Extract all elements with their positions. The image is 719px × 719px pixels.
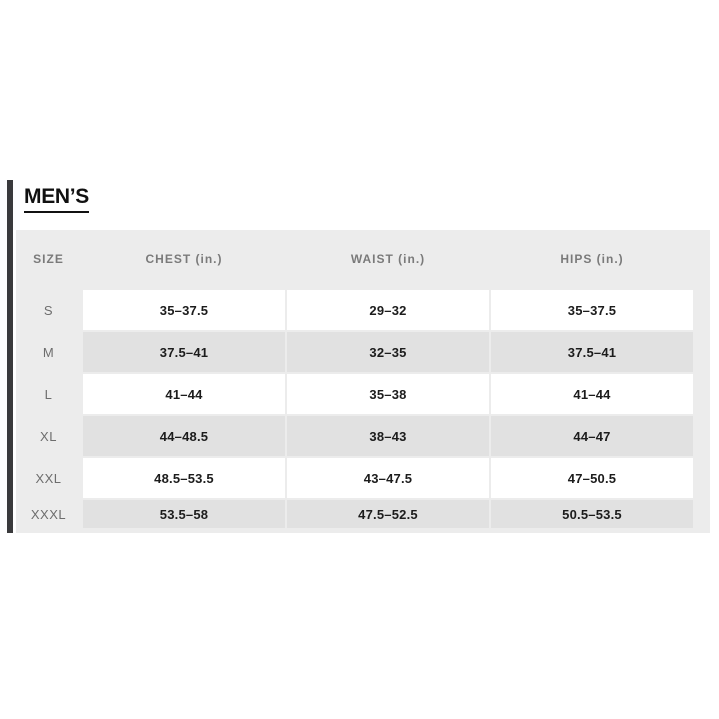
- size-label: XXL: [35, 470, 62, 486]
- chest-value: 44–48.5: [83, 416, 285, 456]
- size-cell: [16, 332, 81, 372]
- waist-value: 47.5–52.5: [287, 500, 489, 528]
- chest-value: 35–37.5: [83, 290, 285, 330]
- size-label: L: [44, 386, 53, 402]
- table-row: [16, 416, 693, 456]
- chest-value: 48.5–53.5: [83, 458, 285, 498]
- size-label: S: [43, 302, 54, 318]
- size-label: XL: [40, 428, 57, 444]
- waist-value: 38–43: [287, 416, 489, 456]
- size-cell: [16, 290, 81, 330]
- size-cell: [16, 500, 81, 528]
- size-label: M: [42, 344, 55, 360]
- chest-value: 41–44: [83, 374, 285, 414]
- mens-size-chart: [16, 230, 710, 533]
- waist-value: 29–32: [287, 290, 489, 330]
- waist-value: 43–47.5: [287, 458, 489, 498]
- chest-value: 53.5–58: [83, 500, 285, 528]
- waist-value: 32–35: [287, 332, 489, 372]
- hips-value: 44–47: [491, 416, 693, 456]
- table-row: [16, 290, 693, 330]
- left-accent-bar: [7, 180, 13, 533]
- waist-value: 35–38: [287, 374, 489, 414]
- table-row: [16, 500, 693, 528]
- hips-value: 41–44: [491, 374, 693, 414]
- column-header-size: SIZE: [33, 252, 64, 266]
- column-header-waist: WAIST (in.): [350, 252, 426, 266]
- size-label: XXXL: [30, 506, 67, 522]
- table-row: [16, 374, 693, 414]
- size-cell: [16, 374, 81, 414]
- column-header-hips: HIPS (in.): [560, 252, 624, 266]
- table-row: [16, 332, 693, 372]
- table-row: [16, 458, 693, 498]
- hips-value: 50.5–53.5: [491, 500, 693, 528]
- section-title: [24, 185, 89, 213]
- hips-value: 35–37.5: [491, 290, 693, 330]
- hips-value: 37.5–41: [491, 332, 693, 372]
- size-cell: [16, 416, 81, 456]
- chest-value: 37.5–41: [83, 332, 285, 372]
- section-title-text: MEN’S: [24, 185, 89, 213]
- column-header-chest: CHEST (in.): [145, 252, 223, 266]
- size-cell: [16, 458, 81, 498]
- table-header-row: [16, 230, 693, 288]
- hips-value: 47–50.5: [491, 458, 693, 498]
